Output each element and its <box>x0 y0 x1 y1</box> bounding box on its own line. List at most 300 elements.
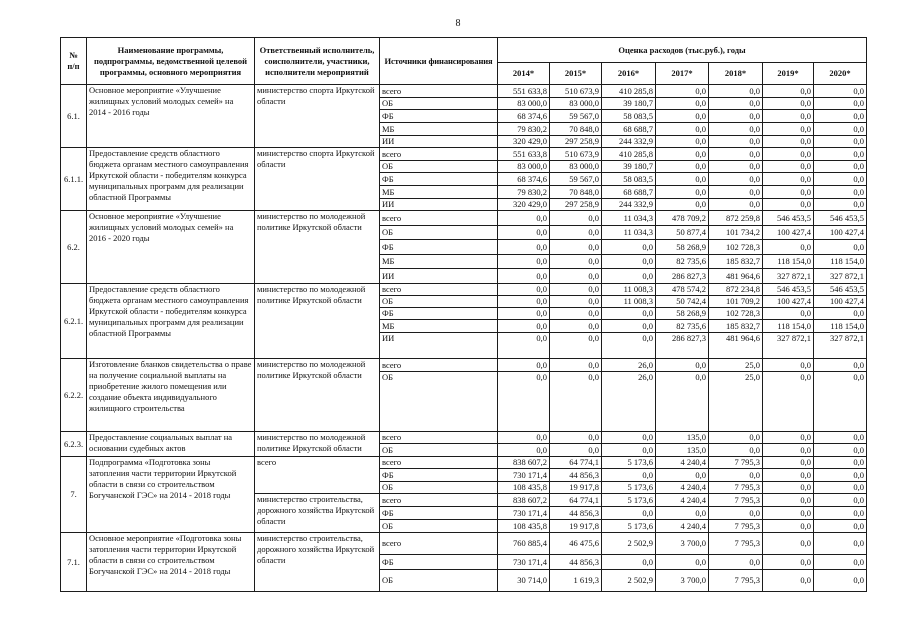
amount-cell: 7 795,3 <box>709 570 763 592</box>
amount-cell: 0,0 <box>814 444 867 457</box>
amount-cell: 1 619,3 <box>550 570 602 592</box>
amount-cell: 0,0 <box>709 136 763 148</box>
amount-cell: 135,0 <box>656 444 709 457</box>
amount-cell: 58 083,5 <box>602 110 656 123</box>
budget-table <box>60 37 867 592</box>
amount-cell: 838 607,2 <box>498 457 550 469</box>
funding-source: ИИ <box>380 199 498 211</box>
funding-source: ОБ <box>380 296 498 308</box>
amount-cell: 185 832,7 <box>709 255 763 269</box>
amount-cell: 0,0 <box>763 372 814 432</box>
amount-cell: 68 688,7 <box>602 123 656 136</box>
amount-cell: 68 374,6 <box>498 173 550 186</box>
amount-cell: 0,0 <box>814 186 867 199</box>
funding-source: МБ <box>380 320 498 333</box>
amount-cell: 0,0 <box>763 161 814 173</box>
funding-source: МБ <box>380 255 498 269</box>
amount-cell: 0,0 <box>763 308 814 320</box>
funding-source: МБ <box>380 186 498 199</box>
amount-cell: 760 885,4 <box>498 533 550 555</box>
amount-cell: 546 453,5 <box>814 211 867 226</box>
amount-cell: 108 435,8 <box>498 520 550 533</box>
amount-cell: 0,0 <box>709 507 763 520</box>
amount-cell: 0,0 <box>550 444 602 457</box>
amount-cell: 320 429,0 <box>498 136 550 148</box>
item-name: Подпрограмма «Подготовка зоны затопления части территории Иркутской области в связи со строительством Богучанской ГЭС» на 2014 - 2018 годы <box>87 457 255 533</box>
amount-cell: 4 240,4 <box>656 494 709 507</box>
amount-cell: 0,0 <box>814 308 867 320</box>
amount-cell: 0,0 <box>814 469 867 482</box>
executor-cell: министерство строительства, дорожного хозяйства Иркутской области <box>255 494 380 533</box>
header-year: 2019* <box>763 63 814 85</box>
item-number: 7. <box>61 457 87 533</box>
amount-cell: 0,0 <box>550 320 602 333</box>
executor-cell: министерство по молодежной политике Иркутской области <box>255 284 380 359</box>
amount-cell: 0,0 <box>656 359 709 372</box>
funding-source: всего <box>380 432 498 444</box>
amount-cell: 0,0 <box>656 123 709 136</box>
amount-cell: 297 258,9 <box>550 136 602 148</box>
amount-cell: 11 008,3 <box>602 296 656 308</box>
table-row <box>61 284 867 296</box>
amount-cell: 30 714,0 <box>498 570 550 592</box>
header-year: 2018* <box>709 63 763 85</box>
amount-cell: 0,0 <box>763 507 814 520</box>
amount-cell: 185 832,7 <box>709 320 763 333</box>
amount-cell: 118 154,0 <box>763 255 814 269</box>
amount-cell: 0,0 <box>763 359 814 372</box>
funding-source: ФБ <box>380 555 498 570</box>
amount-cell: 0,0 <box>656 507 709 520</box>
funding-source: ФБ <box>380 469 498 482</box>
amount-cell: 0,0 <box>814 372 867 432</box>
item-name: Предоставление социальных выплат на основании судебных актов <box>87 432 255 457</box>
amount-cell: 0,0 <box>814 507 867 520</box>
amount-cell: 44 856,3 <box>550 507 602 520</box>
amount-cell: 0,0 <box>498 308 550 320</box>
amount-cell: 26,0 <box>602 372 656 432</box>
amount-cell: 100 427,4 <box>763 226 814 240</box>
amount-cell: 0,0 <box>763 186 814 199</box>
amount-cell: 838 607,2 <box>498 494 550 507</box>
amount-cell: 0,0 <box>550 211 602 226</box>
amount-cell: 0,0 <box>550 255 602 269</box>
executor-cell: всего <box>255 457 380 494</box>
funding-source: всего <box>380 211 498 226</box>
amount-cell: 0,0 <box>550 333 602 359</box>
amount-cell: 5 173,6 <box>602 482 656 494</box>
funding-source: ФБ <box>380 173 498 186</box>
amount-cell: 101 709,2 <box>709 296 763 308</box>
amount-cell: 0,0 <box>763 240 814 255</box>
amount-cell: 0,0 <box>709 186 763 199</box>
amount-cell: 44 856,3 <box>550 469 602 482</box>
funding-source: всего <box>380 533 498 555</box>
amount-cell: 135,0 <box>656 432 709 444</box>
amount-cell: 0,0 <box>814 520 867 533</box>
amount-cell: 0,0 <box>814 110 867 123</box>
amount-cell: 0,0 <box>602 308 656 320</box>
amount-cell: 0,0 <box>763 494 814 507</box>
amount-cell: 0,0 <box>709 110 763 123</box>
amount-cell: 0,0 <box>498 320 550 333</box>
amount-cell: 39 180,7 <box>602 98 656 110</box>
amount-cell: 0,0 <box>709 469 763 482</box>
amount-cell: 0,0 <box>709 555 763 570</box>
amount-cell: 5 173,6 <box>602 494 656 507</box>
amount-cell: 50 877,4 <box>656 226 709 240</box>
amount-cell: 0,0 <box>814 85 867 98</box>
amount-cell: 0,0 <box>602 444 656 457</box>
amount-cell: 0,0 <box>550 226 602 240</box>
table-row <box>61 359 867 372</box>
amount-cell: 0,0 <box>656 161 709 173</box>
funding-source: ОБ <box>380 482 498 494</box>
amount-cell: 0,0 <box>550 240 602 255</box>
table-row <box>61 148 867 161</box>
amount-cell: 4 240,4 <box>656 482 709 494</box>
amount-cell: 0,0 <box>814 98 867 110</box>
amount-cell: 64 774,1 <box>550 494 602 507</box>
amount-cell: 0,0 <box>550 432 602 444</box>
amount-cell: 0,0 <box>602 507 656 520</box>
amount-cell: 244 332,9 <box>602 199 656 211</box>
item-name: Основное мероприятие «Улучшение жилищных условий молодых семей» на 2016 - 2020 годы <box>87 211 255 284</box>
funding-source: ОБ <box>380 372 498 432</box>
amount-cell: 0,0 <box>498 296 550 308</box>
funding-source: всего <box>380 494 498 507</box>
funding-source: ОБ <box>380 161 498 173</box>
amount-cell: 0,0 <box>763 520 814 533</box>
amount-cell: 0,0 <box>763 432 814 444</box>
amount-cell: 11 034,3 <box>602 211 656 226</box>
amount-cell: 0,0 <box>763 199 814 211</box>
funding-source: ОБ <box>380 98 498 110</box>
amount-cell: 478 709,2 <box>656 211 709 226</box>
amount-cell: 83 000,0 <box>498 161 550 173</box>
amount-cell: 100 427,4 <box>814 226 867 240</box>
amount-cell: 0,0 <box>763 482 814 494</box>
amount-cell: 481 964,6 <box>709 269 763 284</box>
amount-cell: 327 872,1 <box>814 269 867 284</box>
header-source: Источники финансирования <box>380 38 498 85</box>
amount-cell: 5 173,6 <box>602 520 656 533</box>
amount-cell: 83 000,0 <box>550 98 602 110</box>
item-number: 7.1. <box>61 533 87 592</box>
amount-cell: 0,0 <box>763 110 814 123</box>
amount-cell: 478 574,2 <box>656 284 709 296</box>
item-name: Предоставление средств областного бюджета органам местного самоуправления Иркутской области - победителям конкурса муниципальных программ для реализации областной Программы <box>87 148 255 211</box>
amount-cell: 244 332,9 <box>602 136 656 148</box>
amount-cell: 70 848,0 <box>550 186 602 199</box>
amount-cell: 82 735,6 <box>656 320 709 333</box>
amount-cell: 0,0 <box>709 85 763 98</box>
amount-cell: 7 795,3 <box>709 482 763 494</box>
amount-cell: 0,0 <box>709 432 763 444</box>
amount-cell: 4 240,4 <box>656 520 709 533</box>
header-year: 2020* <box>814 63 867 85</box>
amount-cell: 0,0 <box>763 457 814 469</box>
funding-source: ФБ <box>380 110 498 123</box>
amount-cell: 82 735,6 <box>656 255 709 269</box>
funding-source: всего <box>380 85 498 98</box>
funding-source: ФБ <box>380 308 498 320</box>
amount-cell: 0,0 <box>550 359 602 372</box>
funding-source: МБ <box>380 123 498 136</box>
amount-cell: 0,0 <box>656 110 709 123</box>
executor-cell: министерство по молодежной политике Иркутской области <box>255 359 380 432</box>
page-number: 8 <box>455 18 461 29</box>
budget-table-body <box>61 85 867 592</box>
amount-cell: 0,0 <box>709 173 763 186</box>
funding-source: ИИ <box>380 269 498 284</box>
amount-cell: 0,0 <box>550 269 602 284</box>
amount-cell: 0,0 <box>814 173 867 186</box>
amount-cell: 7 795,3 <box>709 494 763 507</box>
amount-cell: 0,0 <box>498 226 550 240</box>
amount-cell: 872 234,8 <box>709 284 763 296</box>
amount-cell: 108 435,8 <box>498 482 550 494</box>
amount-cell: 102 728,3 <box>709 240 763 255</box>
amount-cell: 0,0 <box>814 136 867 148</box>
amount-cell: 730 171,4 <box>498 555 550 570</box>
amount-cell: 26,0 <box>602 359 656 372</box>
amount-cell: 0,0 <box>498 333 550 359</box>
amount-cell: 0,0 <box>602 432 656 444</box>
amount-cell: 546 453,5 <box>814 284 867 296</box>
funding-source: ФБ <box>380 240 498 255</box>
amount-cell: 79 830,2 <box>498 186 550 199</box>
amount-cell: 481 964,6 <box>709 333 763 359</box>
amount-cell: 0,0 <box>763 173 814 186</box>
amount-cell: 70 848,0 <box>550 123 602 136</box>
amount-cell: 0,0 <box>656 136 709 148</box>
amount-cell: 0,0 <box>602 469 656 482</box>
table-row <box>61 457 867 469</box>
amount-cell: 19 917,8 <box>550 482 602 494</box>
funding-source: ОБ <box>380 444 498 457</box>
amount-cell: 0,0 <box>498 284 550 296</box>
amount-cell: 0,0 <box>709 161 763 173</box>
amount-cell: 2 502,9 <box>602 533 656 555</box>
funding-source: ОБ <box>380 226 498 240</box>
amount-cell: 0,0 <box>550 296 602 308</box>
amount-cell: 25,0 <box>709 372 763 432</box>
item-number: 6.1. <box>61 85 87 148</box>
amount-cell: 0,0 <box>498 444 550 457</box>
amount-cell: 3 700,0 <box>656 570 709 592</box>
amount-cell: 64 774,1 <box>550 457 602 469</box>
amount-cell: 0,0 <box>656 98 709 110</box>
amount-cell: 0,0 <box>550 372 602 432</box>
amount-cell: 0,0 <box>814 494 867 507</box>
amount-cell: 0,0 <box>498 432 550 444</box>
amount-cell: 0,0 <box>763 555 814 570</box>
table-row <box>61 211 867 226</box>
amount-cell: 0,0 <box>498 372 550 432</box>
funding-source: всего <box>380 359 498 372</box>
amount-cell: 44 856,3 <box>550 555 602 570</box>
amount-cell: 551 633,8 <box>498 85 550 98</box>
amount-cell: 2 502,9 <box>602 570 656 592</box>
header-year: 2015* <box>550 63 602 85</box>
amount-cell: 39 180,7 <box>602 161 656 173</box>
amount-cell: 19 917,8 <box>550 520 602 533</box>
amount-cell: 0,0 <box>814 240 867 255</box>
header-executor: Ответственный исполнитель, соисполнители, участники, исполнители мероприятий <box>255 38 380 85</box>
header-year: 2016* <box>602 63 656 85</box>
amount-cell: 0,0 <box>602 320 656 333</box>
amount-cell: 3 700,0 <box>656 533 709 555</box>
amount-cell: 327 872,1 <box>814 333 867 359</box>
amount-cell: 0,0 <box>814 555 867 570</box>
amount-cell: 0,0 <box>814 148 867 161</box>
amount-cell: 410 285,8 <box>602 148 656 161</box>
header-number: № п/п <box>61 38 87 85</box>
amount-cell: 7 795,3 <box>709 533 763 555</box>
item-number: 6.1.1. <box>61 148 87 211</box>
executor-cell: министерство спорта Иркутской области <box>255 85 380 148</box>
header-estimate: Оценка расходов (тыс.руб.), годы <box>498 38 867 63</box>
funding-source: ИИ <box>380 333 498 359</box>
header-year: 2014* <box>498 63 550 85</box>
amount-cell: 68 374,6 <box>498 110 550 123</box>
amount-cell: 102 728,3 <box>709 308 763 320</box>
amount-cell: 0,0 <box>763 148 814 161</box>
amount-cell: 730 171,4 <box>498 469 550 482</box>
amount-cell: 0,0 <box>763 123 814 136</box>
table-header <box>61 38 867 85</box>
amount-cell: 0,0 <box>814 457 867 469</box>
funding-source: ОБ <box>380 520 498 533</box>
amount-cell: 0,0 <box>656 372 709 432</box>
amount-cell: 0,0 <box>602 240 656 255</box>
amount-cell: 0,0 <box>656 469 709 482</box>
funding-source: ФБ <box>380 507 498 520</box>
item-number: 6.2. <box>61 211 87 284</box>
amount-cell: 83 000,0 <box>498 98 550 110</box>
amount-cell: 327 872,1 <box>763 269 814 284</box>
amount-cell: 0,0 <box>814 199 867 211</box>
amount-cell: 286 827,3 <box>656 333 709 359</box>
amount-cell: 0,0 <box>656 173 709 186</box>
amount-cell: 118 154,0 <box>814 320 867 333</box>
amount-cell: 25,0 <box>709 359 763 372</box>
amount-cell: 118 154,0 <box>814 255 867 269</box>
amount-cell: 58 083,5 <box>602 173 656 186</box>
header-name: Наименование программы, подпрограммы, ведомственной целевой программы, основного мероприятия <box>87 38 255 85</box>
item-number: 6.2.2. <box>61 359 87 432</box>
amount-cell: 551 633,8 <box>498 148 550 161</box>
funding-source: всего <box>380 457 498 469</box>
table-row <box>61 85 867 98</box>
amount-cell: 0,0 <box>602 333 656 359</box>
funding-source: ОБ <box>380 570 498 592</box>
amount-cell: 0,0 <box>498 211 550 226</box>
header-row <box>61 38 867 63</box>
amount-cell: 59 567,0 <box>550 173 602 186</box>
amount-cell: 0,0 <box>498 255 550 269</box>
amount-cell: 118 154,0 <box>763 320 814 333</box>
executor-cell: министерство по молодежной политике Иркутской области <box>255 432 380 457</box>
item-name: Изготовление бланков свидетельства о праве на получение социальной выплаты на приобретение жилого помещения или создание объекта индивидуального жилищного строительства <box>87 359 255 432</box>
executor-cell: министерство спорта Иркутской области <box>255 148 380 211</box>
amount-cell: 0,0 <box>602 555 656 570</box>
amount-cell: 11 008,3 <box>602 284 656 296</box>
amount-cell: 0,0 <box>814 482 867 494</box>
amount-cell: 50 742,4 <box>656 296 709 308</box>
item-name: Основное мероприятие «Улучшение жилищных условий молодых семей» на 2014 - 2016 годы <box>87 85 255 148</box>
amount-cell: 0,0 <box>814 161 867 173</box>
amount-cell: 0,0 <box>814 123 867 136</box>
amount-cell: 0,0 <box>602 269 656 284</box>
amount-cell: 546 453,5 <box>763 211 814 226</box>
table-row <box>61 533 867 555</box>
amount-cell: 0,0 <box>550 308 602 320</box>
item-number: 6.2.3. <box>61 432 87 457</box>
amount-cell: 0,0 <box>656 186 709 199</box>
amount-cell: 46 475,6 <box>550 533 602 555</box>
amount-cell: 68 688,7 <box>602 186 656 199</box>
amount-cell: 286 827,3 <box>656 269 709 284</box>
amount-cell: 510 673,9 <box>550 148 602 161</box>
amount-cell: 0,0 <box>814 570 867 592</box>
amount-cell: 7 795,3 <box>709 457 763 469</box>
amount-cell: 0,0 <box>763 85 814 98</box>
amount-cell: 0,0 <box>763 533 814 555</box>
amount-cell: 0,0 <box>498 240 550 255</box>
amount-cell: 872 259,8 <box>709 211 763 226</box>
amount-cell: 0,0 <box>709 98 763 110</box>
executor-cell: министерство по молодежной политике Иркутской области <box>255 211 380 284</box>
amount-cell: 0,0 <box>763 570 814 592</box>
item-name: Предоставление средств областного бюджета органам местного самоуправления Иркутской области - победителям конкурса муниципальных программ для реализации областной Программы <box>87 284 255 359</box>
amount-cell: 83 000,0 <box>550 161 602 173</box>
amount-cell: 59 567,0 <box>550 110 602 123</box>
amount-cell: 0,0 <box>656 555 709 570</box>
amount-cell: 320 429,0 <box>498 199 550 211</box>
amount-cell: 0,0 <box>763 98 814 110</box>
document-page <box>60 37 867 592</box>
executor-cell: министерство строительства, дорожного хозяйства Иркутской области <box>255 533 380 592</box>
item-name: Основное мероприятие «Подготовка зоны затопления части территории Иркутской области в связи со строительством Богучанской ГЭС» на 2014 - 2018 годы <box>87 533 255 592</box>
amount-cell: 58 268,9 <box>656 308 709 320</box>
amount-cell: 11 034,3 <box>602 226 656 240</box>
amount-cell: 730 171,4 <box>498 507 550 520</box>
amount-cell: 0,0 <box>709 199 763 211</box>
amount-cell: 5 173,6 <box>602 457 656 469</box>
amount-cell: 0,0 <box>550 284 602 296</box>
amount-cell: 510 673,9 <box>550 85 602 98</box>
amount-cell: 297 258,9 <box>550 199 602 211</box>
amount-cell: 4 240,4 <box>656 457 709 469</box>
amount-cell: 0,0 <box>709 148 763 161</box>
amount-cell: 0,0 <box>814 359 867 372</box>
amount-cell: 410 285,8 <box>602 85 656 98</box>
amount-cell: 7 795,3 <box>709 520 763 533</box>
amount-cell: 0,0 <box>763 444 814 457</box>
amount-cell: 0,0 <box>814 533 867 555</box>
amount-cell: 0,0 <box>709 123 763 136</box>
item-number: 6.2.1. <box>61 284 87 359</box>
amount-cell: 0,0 <box>709 444 763 457</box>
amount-cell: 546 453,5 <box>763 284 814 296</box>
amount-cell: 0,0 <box>602 255 656 269</box>
amount-cell: 0,0 <box>763 469 814 482</box>
amount-cell: 0,0 <box>814 432 867 444</box>
amount-cell: 0,0 <box>656 148 709 161</box>
amount-cell: 101 734,2 <box>709 226 763 240</box>
